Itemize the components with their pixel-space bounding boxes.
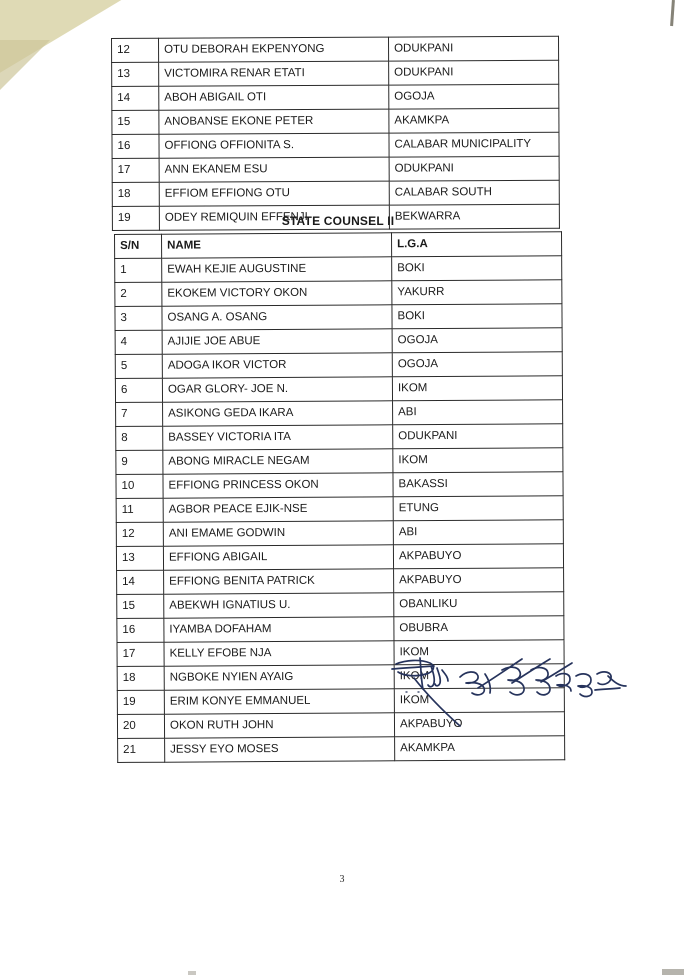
cell-lga: AKAMKPA <box>389 108 559 133</box>
cell-sn: 19 <box>117 690 164 714</box>
cell-sn: 17 <box>117 642 164 666</box>
cell-lga: ODUKPANI <box>388 36 558 61</box>
cell-lga: OBUBRA <box>394 616 564 641</box>
cell-sn: 20 <box>117 714 164 738</box>
cell-sn: 21 <box>118 738 165 762</box>
cell-name: ODEY REMIQUIN EFFENJI <box>159 205 389 230</box>
state-counsel-2-table-body <box>115 256 565 763</box>
cell-lga: ETUNG <box>393 496 563 521</box>
cell-name: ABOH ABIGAIL OTI <box>159 85 389 110</box>
cell-name: JESSY EYO MOSES <box>165 737 395 762</box>
cell-lga: CALABAR SOUTH <box>389 180 559 205</box>
cell-sn: 8 <box>116 426 163 450</box>
table-header-row <box>115 232 562 259</box>
cell-name: EFFIOM EFFIONG OTU <box>159 181 389 206</box>
table-row <box>112 180 559 206</box>
column-header-sn: S/N <box>115 234 162 258</box>
table-row <box>116 400 563 427</box>
cell-sn: 1 <box>115 258 162 282</box>
cell-sn: 5 <box>115 354 162 378</box>
table-row <box>112 84 559 110</box>
cell-lga: CALABAR MUNICIPALITY <box>389 132 559 157</box>
cell-sn: 3 <box>115 306 162 330</box>
cell-lga: IKOM <box>394 640 564 665</box>
cell-sn: 14 <box>117 570 164 594</box>
cell-name: KELLY EFOBE NJA <box>164 641 394 666</box>
table-row <box>112 156 559 182</box>
page-number: 3 <box>339 874 345 885</box>
cell-name: BASSEY VICTORIA ITA <box>163 425 393 450</box>
cell-sn: 9 <box>116 450 163 474</box>
cell-lga: IKOM <box>394 688 564 713</box>
cell-name: ASIKONG GEDA IKARA <box>163 401 393 426</box>
cell-lga: OGOJA <box>389 84 559 109</box>
table-row <box>112 60 559 86</box>
cell-lga: AKPABUYO <box>393 544 563 569</box>
cell-name: AGBOR PEACE EJIK-NSE <box>163 497 393 522</box>
cell-lga: ODUKPANI <box>389 156 559 181</box>
cell-lga: BAKASSI <box>393 472 563 497</box>
cell-sn: 18 <box>117 666 164 690</box>
paper-edge-mark-bottom <box>188 971 196 975</box>
table-row <box>117 640 564 667</box>
cell-sn: 19 <box>112 206 159 230</box>
cell-name: ANI EMAME GODWIN <box>163 521 393 546</box>
cell-sn: 17 <box>112 158 159 182</box>
cell-sn: 16 <box>112 134 159 158</box>
cell-sn: 16 <box>117 618 164 642</box>
paper-edge-shadow-bottom <box>662 969 684 975</box>
continued-list-table-body <box>112 36 560 230</box>
cell-sn: 13 <box>116 546 163 570</box>
cell-sn: 7 <box>116 402 163 426</box>
cell-lga: YAKURR <box>392 280 562 305</box>
cell-lga: AKPABUYO <box>394 568 564 593</box>
table-row <box>112 132 559 158</box>
table-row <box>115 352 562 379</box>
cell-lga: ODUKPANI <box>389 60 559 85</box>
cell-name: ERIM KONYE EMMANUEL <box>164 689 394 714</box>
cell-name: ADOGA IKOR VICTOR <box>162 353 392 378</box>
cell-name: OGAR GLORY- JOE N. <box>162 377 392 402</box>
cell-lga: OGOJA <box>392 352 562 377</box>
section-heading-state-counsel-2: STATE COUNSEL II <box>281 214 395 228</box>
cell-sn: 11 <box>116 498 163 522</box>
cell-name: ANOBANSE EKONE PETER <box>159 109 389 134</box>
paper-edge-shadow-right <box>670 0 675 26</box>
cell-sn: 4 <box>115 330 162 354</box>
cell-sn: 15 <box>112 110 159 134</box>
table-row <box>112 36 559 62</box>
cell-lga: ODUKPANI <box>393 424 563 449</box>
cell-name: ABONG MIRACLE NEGAM <box>163 449 393 474</box>
cell-lga: BOKI <box>392 304 562 329</box>
table-row <box>116 424 563 451</box>
cell-lga: IKOM <box>392 376 562 401</box>
cell-name: OFFIONG OFFIONITA S. <box>159 133 389 158</box>
cell-name: EFFIONG PRINCESS OKON <box>163 473 393 498</box>
table-row <box>115 376 562 403</box>
table-row <box>117 664 564 691</box>
cell-sn: 10 <box>116 474 163 498</box>
continued-list-table <box>111 36 560 231</box>
cell-sn: 13 <box>112 62 159 86</box>
table-row <box>115 328 562 355</box>
table-row <box>117 568 564 595</box>
cell-sn: 18 <box>112 182 159 206</box>
state-counsel-2-table <box>114 231 565 763</box>
cell-name: ABEKWH IGNATIUS U. <box>164 593 394 618</box>
table-row <box>117 616 564 643</box>
cell-lga: IKOM <box>393 448 563 473</box>
cell-name: VICTOMIRA RENAR ETATI <box>159 61 389 86</box>
cell-sn: 2 <box>115 282 162 306</box>
cell-name: EFFIONG ABIGAIL <box>163 545 393 570</box>
cell-name: IYAMBA DOFAHAM <box>164 617 394 642</box>
cell-name: AJIJIE JOE ABUE <box>162 329 392 354</box>
cell-lga: AKPABUYO <box>394 712 564 737</box>
cell-lga: IKOM <box>394 664 564 689</box>
table-row <box>117 688 564 715</box>
table-row <box>116 520 563 547</box>
table-row <box>116 448 563 475</box>
table-row <box>116 496 563 523</box>
cell-name: EKOKEM VICTORY OKON <box>162 281 392 306</box>
cell-lga: ABI <box>393 520 563 545</box>
cell-sn: 12 <box>116 522 163 546</box>
cell-sn: 15 <box>117 594 164 618</box>
table-row <box>118 736 565 763</box>
scanner-background-corner-inner <box>0 40 50 110</box>
table-row <box>116 544 563 571</box>
cell-name: NGBOKE NYIEN AYAIG <box>164 665 394 690</box>
table-row <box>115 280 562 307</box>
cell-sn: 14 <box>112 86 159 110</box>
state-counsel-2-table-head <box>115 232 562 259</box>
table-row <box>112 108 559 134</box>
table-row <box>116 472 563 499</box>
cell-lga: AKAMKPA <box>395 736 565 761</box>
cell-lga: OGOJA <box>392 328 562 353</box>
cell-name: OTU DEBORAH EKPENYONG <box>159 37 389 62</box>
cell-sn: 6 <box>115 378 162 402</box>
cell-sn: 12 <box>112 38 159 62</box>
table-row <box>117 712 564 739</box>
column-header-name: NAME <box>162 233 392 258</box>
cell-name: EFFIONG BENITA PATRICK <box>164 569 394 594</box>
cell-name: OKON RUTH JOHN <box>164 713 394 738</box>
table-row <box>115 304 562 331</box>
cell-name: EWAH KEJIE AUGUSTINE <box>162 257 392 282</box>
cell-name: ANN EKANEM ESU <box>159 157 389 182</box>
table-row <box>117 592 564 619</box>
table-row <box>115 256 562 283</box>
cell-name: OSANG A. OSANG <box>162 305 392 330</box>
cell-lga: BOKI <box>392 256 562 281</box>
cell-lga: BEKWARRA <box>389 204 559 229</box>
column-header-lga: L.G.A <box>391 232 561 257</box>
cell-lga: OBANLIKU <box>394 592 564 617</box>
cell-lga: ABI <box>393 400 563 425</box>
